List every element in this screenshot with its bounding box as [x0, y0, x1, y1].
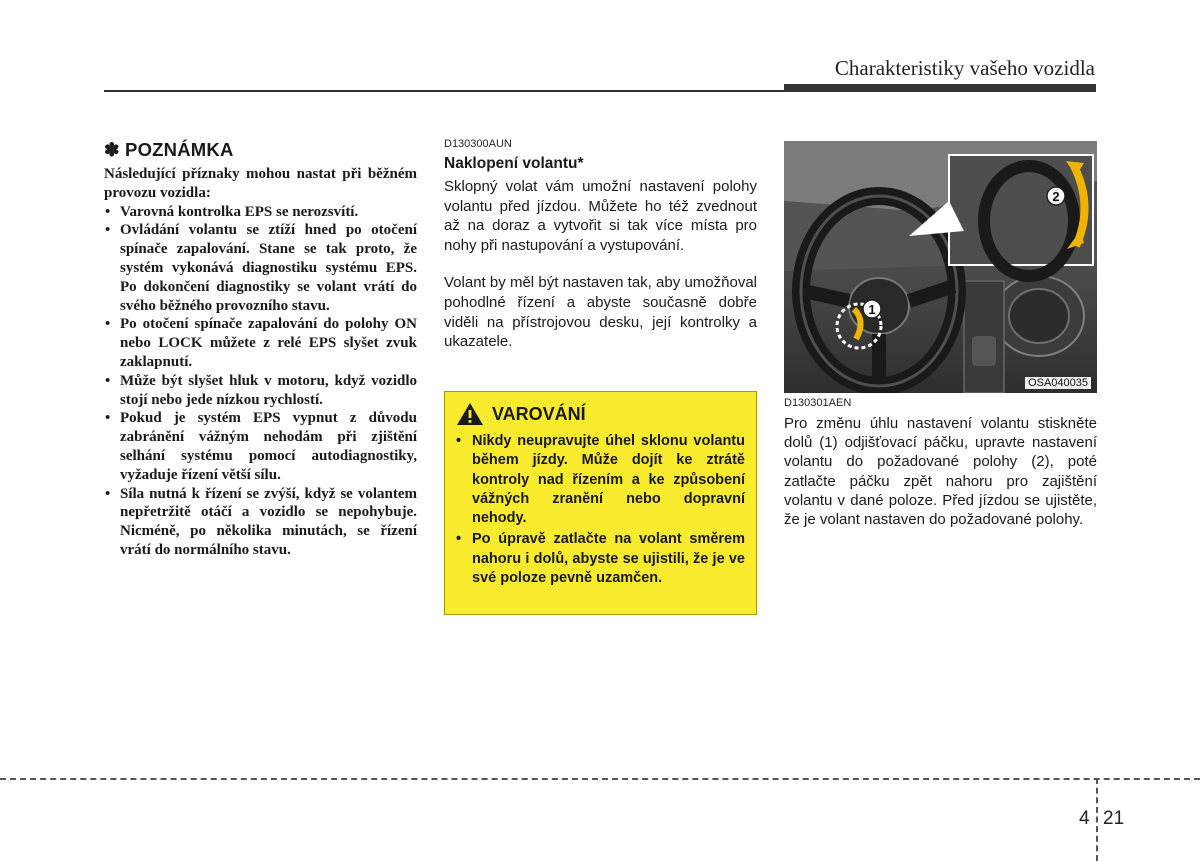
callout-2-label: 2: [1052, 189, 1060, 204]
warning-item: • Nikdy neupravujte úhel sklonu volantu během jízdy. Může dojít ke ztrátě kontroly nad řízením a ke způsobení vážných zranění nebo dopravní nehody.: [456, 432, 745, 528]
header-rule: [104, 90, 784, 92]
tilt-section: [444, 138, 757, 352]
note-item: • Po otočení spínače zapalování do polohy ON nebo LOCK můžete z relé EPS slyšet zvuk zaklapnutí.: [104, 315, 417, 371]
section-code: D130300AUN: [444, 138, 512, 150]
note-item: • Síla nutná k řízení se zvýší, když se volantem nepřetržitě otáčí a vozidlo se nepohybuje. Nicméně, po několika minutách, se řízení vrátí do normálního stavu.: [104, 485, 417, 560]
dashboard-drawing: [784, 141, 1097, 393]
warning-title: VAROVÁNÍ: [492, 403, 586, 424]
body-paragraph: Sklopný volat vám umožní nastavení polohy volantu před jízdou. Můžete ho též zvednout až na doraz a vytvořit si tak více místa pro nohy při nastupování a vystupování.: [444, 178, 757, 254]
adjust-section: [784, 397, 1097, 529]
warning-triangle-icon: [456, 402, 484, 426]
note-item: • Může být slyšet hluk v motoru, když vozidlo stojí nebo jede nízkou rychlostí.: [104, 372, 417, 410]
note-item: • Ovládání volantu se ztíží hned po otočení spínače zapalování. Stane se tak proto, že systém vykonává diagnostiku systému EPS. Po dokončení diagnostiky se volant vrátí do svého běžného provozního stavu.: [104, 221, 417, 315]
warning-box: [444, 391, 757, 615]
note-item: • Pokud je systém EPS vypnut z důvodu zabránění vážným nehodám při zjištění selhání systému pomocí autodiagnostiky, vyžaduje řízení větší sílu.: [104, 409, 417, 484]
callout-1-label: 1: [868, 302, 876, 317]
body-paragraph: Pro změnu úhlu nastavení volantu stiskněte dolů (1) odjišťovací páčku, upravte nastavení volantu do požadované polohy (2), poté zatlačte páčku zpět nahoru pro zajištění volantu v dané poloze. Před jízdou se ujistěte, že je volant nastaven do požadované polohy.: [784, 415, 1097, 529]
footer-vertical-divider: [1096, 778, 1098, 861]
body-paragraph: Volant by měl být nastaven tak, aby umožňoval pohodlné řízení a abyste současně dobře viděli na přístrojovou desku, její kontrolky a ukazatele.: [444, 274, 757, 351]
page-number: 21: [1103, 808, 1125, 829]
figure-code: OSA040035: [1025, 377, 1091, 389]
section-code: D130301AEN: [784, 397, 852, 409]
note-item: • Varovná kontrolka EPS se nerozsvítí.: [104, 203, 417, 222]
note-heading: ✽ POZNÁMKA: [104, 139, 234, 160]
warning-list: [456, 432, 745, 588]
chapter-number: 4: [1079, 808, 1090, 829]
footer-divider: [0, 778, 1200, 780]
section-title: Naklopení volantu*: [444, 155, 584, 172]
steering-wheel-illustration: [784, 141, 1097, 393]
page-header-title: Charakteristiky vašeho vozidla: [834, 56, 1095, 80]
warning-header: [456, 402, 745, 426]
note-intro: Následující příznaky mohou nastat při běžném provozu vozidla:: [104, 166, 417, 201]
note-list: [104, 203, 417, 560]
warning-item: • Po úpravě zatlačte na volant směrem nahoru i dolů, abyste se ujistili, že je ve své poloze pevně uzamčen.: [456, 530, 745, 588]
header-rule-accent: [784, 84, 1096, 92]
note-block: [104, 139, 417, 560]
